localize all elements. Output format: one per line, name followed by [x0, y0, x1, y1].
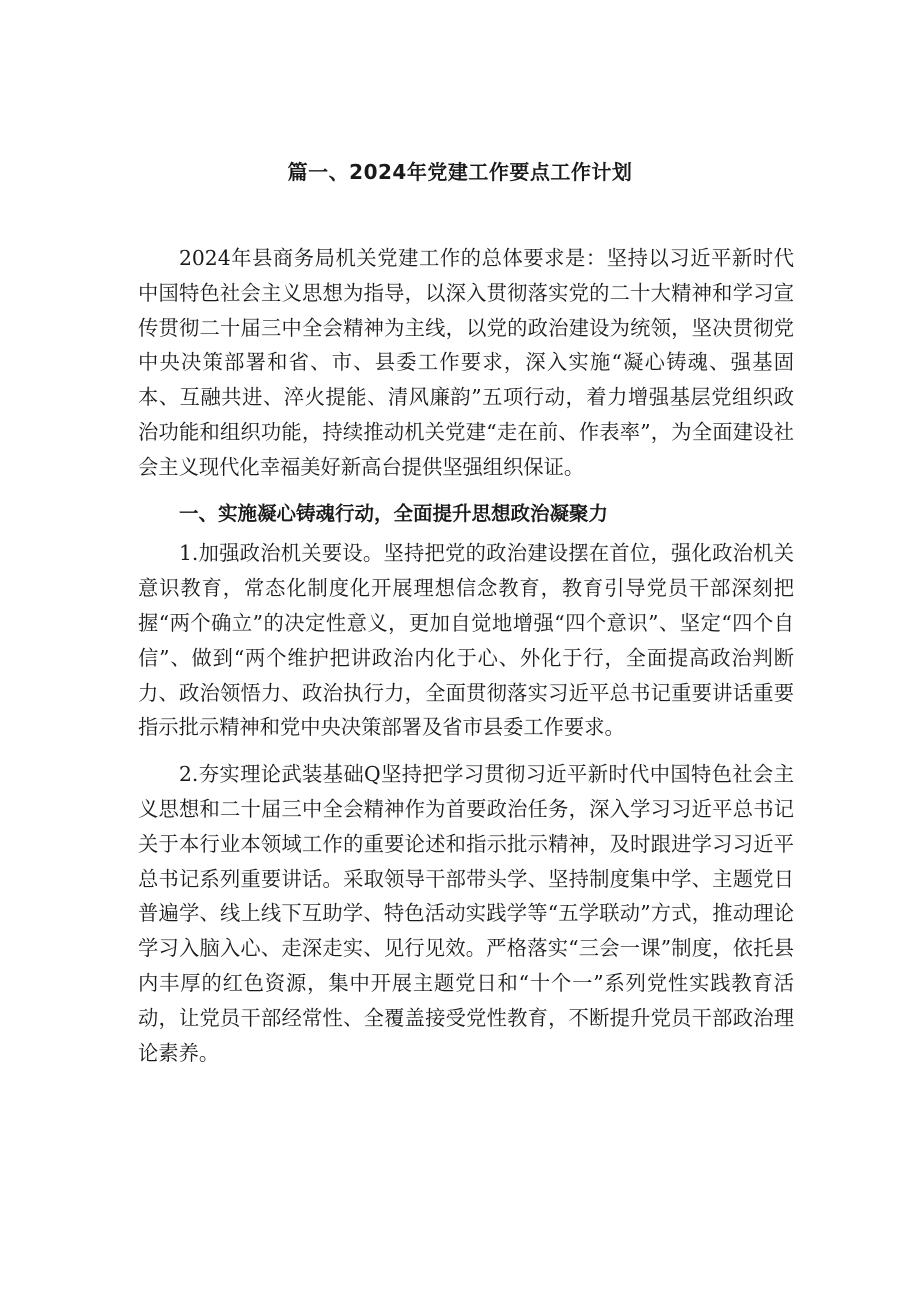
item-paragraph-2: 2.夯实理论武装基础Q坚持把学习贯彻习近平新时代中国特色社会主义思想和二十届三中全会精神作为首要政治任务，深入学习习近平总书记关于本行业本领域工作的重要论述和指示批示精神，及时跟进学习习近平总书记系列重要讲话。采取领导干部带头学、坚持制度集中学、主题党日普遍学、线上线下互助学、特色活动实践学等“五学联动”方式，推动理论学习入脑入心、走深走实、见行见效。严格落实“三会一课”制度，依托县内丰厚的红色资源，集中开展主题党日和“十个一”系列党性实践教育活动，让党员干部经常性、全覆盖接受党性教育，不断提升党员干部政治理论素养。	[138, 762, 794, 1065]
item-paragraph-1: 1.加强政治机关要设。坚持把党的政治建设摆在首位，强化政治机关意识教育，常态化制度化开展理想信念教育，教育引导党员干部深刻把握“两个确立”的决定性意义，更加自觉地增强“四个意识”、坚定“四个自信”、做到“两个维护把讲政治内化于心、外化于行，全面提高政治判断力、政治领悟力、政治执行力，全面贯彻落实习近平总书记重要讲话重要指示批示精神和党中央决策部署及省市县委工作要求。	[138, 541, 794, 740]
document-body	[138, 241, 794, 1070]
section-heading: 一、实施凝心铸魂行动，全面提升思想政治凝聚力	[179, 501, 609, 525]
document-title: 篇一、2024年党建工作要点工作计划	[287, 160, 633, 184]
intro-paragraph: 2024年县商务局机关党建工作的总体要求是：坚持以习近平新时代中国特色社会主义思想为指导，以深入贯彻落实党的二十大精神和学习宣传贯彻二十届三中全会精神为主线，以党的政治建设为统领，坚决贯彻党中央决策部署和省、市、县委工作要求，深入实施“凝心铸魂、强基固本、互融共进、淬火提能、清风廉韵”五项行动，着力增强基层党组织政治功能和组织功能，持续推动机关党建“走在前、作表率”，为全面建设社会主义现代化幸福美好新高台提供坚强组织保证。	[138, 246, 794, 479]
